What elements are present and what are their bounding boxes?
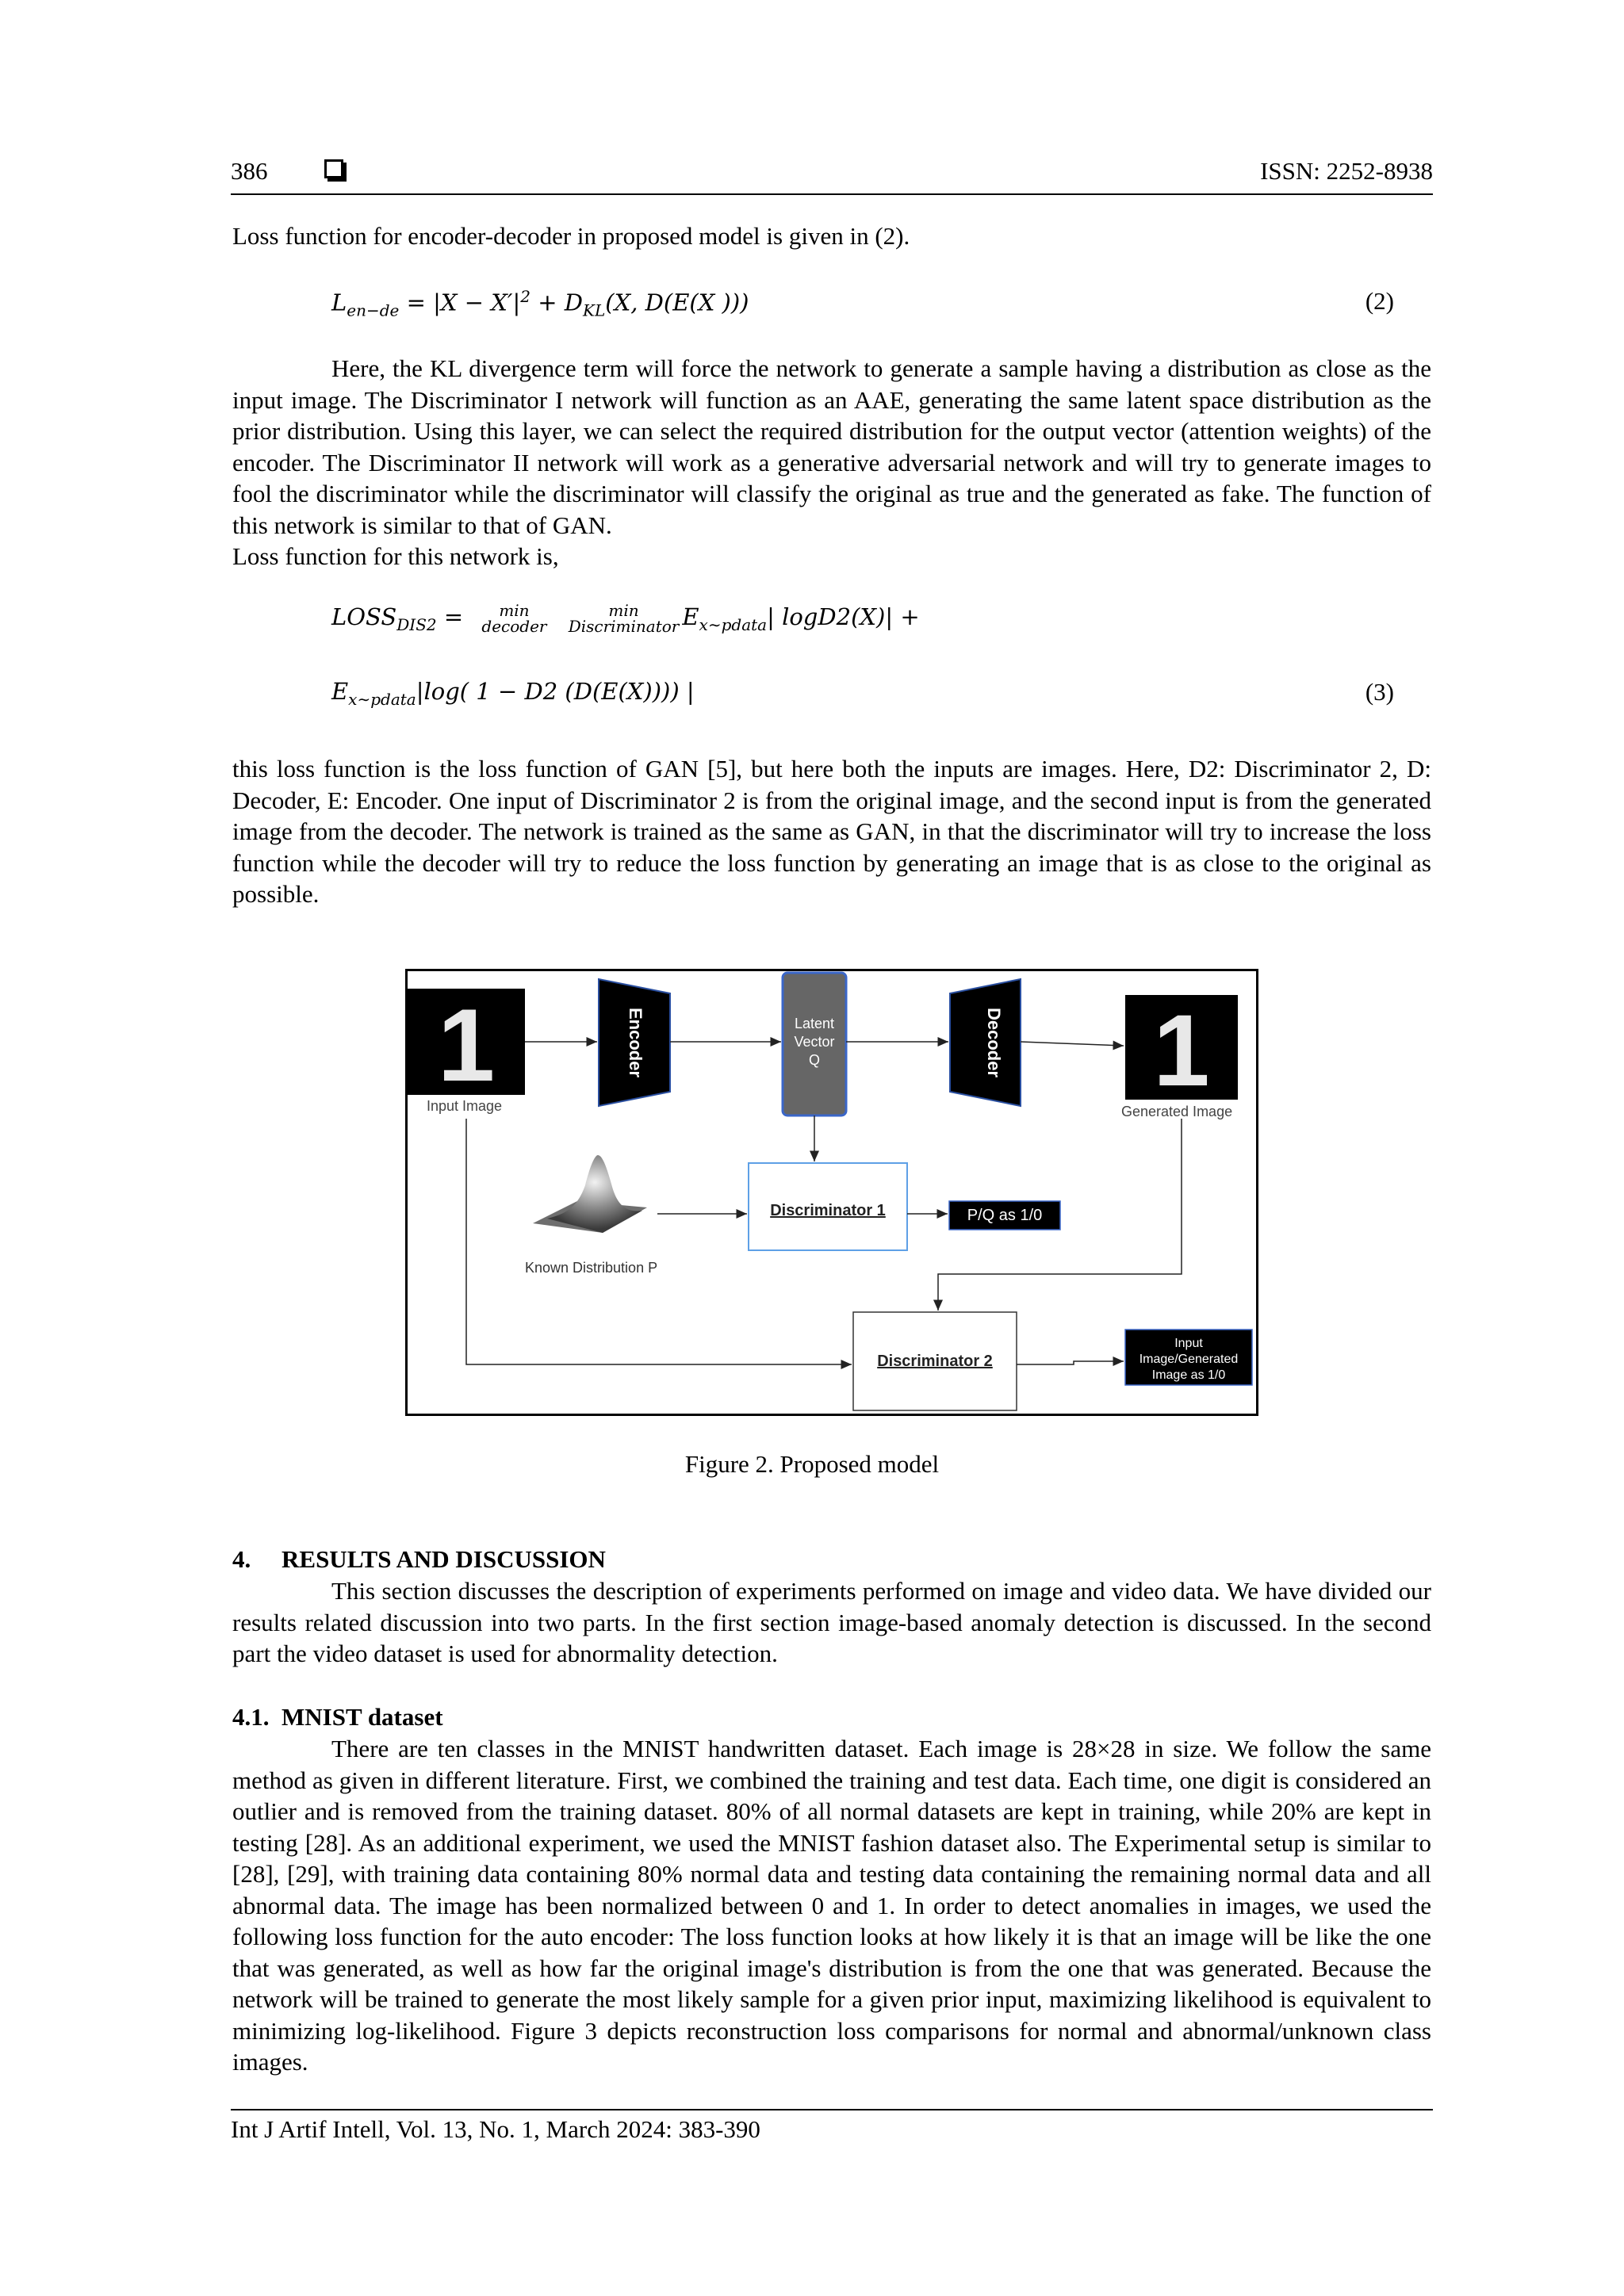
equation-3-line-1: $LOSS_{DIS2} = \min$ decoder min Discriminator $E_{x\sim pdata}|$ logD2(X)| + — [331, 601, 920, 636]
paragraph-2: this loss function is the loss function of GAN [5], but here both the inputs are images. Here, D2: Discriminator 2, D: Decoder, E: Encoder. One input of Discriminator 2 is from the original image, and the second input is from the generated image from the decoder. The network is trained as the same as GAN, in that the discriminator will try to increase the loss function while the decoder will try to reduce the loss function by generating an image that is as close to the original as possible. — [232, 755, 1431, 908]
equation-3-number: (3) — [1365, 678, 1394, 706]
issn: ISSN: 2252-8938 — [1260, 157, 1433, 185]
section-4-body: This section discusses the description of experiments performed on image and video data. We have divided our results related discussion into two parts. In the first section image-based anomaly detection is discussed. In the second part the video dataset is used for abnormality detection. — [232, 1577, 1431, 1667]
section-4-1-body: There are ten classes in the MNIST handwritten dataset. Each image is 28×28 in size. We follow the same method as given in different literature. First, we combined the training and test data. Each time, one digit is considered an outlier and is removed from the training dataset. 80% of all normal datasets are kept in training, while 20% are kept in testing [28]. As an additional experiment, we used the MNIST fashion dataset also. The Experimental setup is similar to [28], [29], with training data containing 80% normal data and testing data containing the remaining normal data and all abnormal data. The image has been normalized between 0 and 1. In order to detect anomalies in images, we used the following loss function for the auto encoder: The loss function looks at how likely it is that an image will be like the one that was generated, as well as how far the original image's distribution is from the one that was generated. Because the network will be trained to generate the most likely sample for a given prior input, maximizing likelihood is equivalent to minimizing log-likelihood. Figure 3 depicts reconstruction loss comparisons for normal and abnormal/unknown class images. — [232, 1735, 1431, 2076]
equation-2: $L_{en-de} = |X - X'|^2 + D_{KL}(X$, D(E(X ))) (2) — [331, 287, 1394, 320]
encoder-label: Encoder — [626, 1007, 645, 1078]
paragraph-1: Here, the KL divergence term will force the network to generate a sample having a distribution as close as the input image. The Discriminator I network will function as an AAE, generating the same latent space distribution as the prior distribution. Using this layer, we can select the required distribution for the output vector (attention weights) of the encoder. The Discriminator II network will work as a generative adversarial network and will try to generate images to fool the discriminator while the discriminator will classify the original as true and the generated as fake. The function of this network is similar to that of GAN. Loss function for this network is, — [232, 354, 1431, 570]
svg-text:Image/Generated: Image/Generated — [1139, 1353, 1239, 1366]
square-bullet-icon — [324, 159, 343, 178]
figure-caption: Figure 2. Proposed model — [684, 1450, 940, 1478]
decoder-label: Decoder — [984, 1007, 1004, 1078]
discriminator-1-label: Discriminator 1 — [770, 1202, 886, 1219]
page-footer: Int J Artif Intell, Vol. 13, No. 1, March 2024: 383-390 — [231, 2109, 1433, 2145]
equation-3-line-2: $E_{x\sim pdata}|\log$( 1 − D2 (D(E(X)))) | (3) — [331, 678, 1394, 709]
svg-text:Vector: Vector — [794, 1034, 835, 1050]
equation-2-number: (2) — [1365, 287, 1394, 315]
min-discriminator: min Discriminator — [568, 601, 680, 636]
discriminator-2-label: Discriminator 2 — [877, 1353, 993, 1370]
input-image-label: Input Image — [427, 1098, 503, 1114]
generated-image-label: Generated Image — [1121, 1104, 1233, 1119]
generated-digit: 1 — [1153, 994, 1210, 1108]
page-number: 386 — [231, 157, 268, 185]
gaussian-distribution-icon — [533, 1155, 647, 1233]
input-digit: 1 — [437, 987, 496, 1103]
page-header — [231, 155, 1433, 195]
known-distribution-label: Known Distribution P — [525, 1260, 658, 1276]
model-diagram — [408, 971, 1256, 1414]
section-4-1-title: 4.1. MNIST dataset — [232, 1703, 443, 1731]
intro-line: Loss function for encoder-decoder in proposed model is given in (2). — [232, 222, 910, 250]
svg-text:Q: Q — [808, 1052, 821, 1068]
figure-proposed-model — [405, 969, 1258, 1416]
pq-output-label: P/Q as 1/0 — [967, 1207, 1043, 1224]
min-decoder: min decoder — [481, 601, 547, 636]
svg-text:Latent: Latent — [794, 1016, 835, 1031]
svg-text:Image as 1/0: Image as 1/0 — [1151, 1368, 1226, 1382]
svg-text:Input: Input — [1174, 1337, 1203, 1350]
section-4-title: 4. RESULTS AND DISCUSSION — [232, 1545, 606, 1573]
